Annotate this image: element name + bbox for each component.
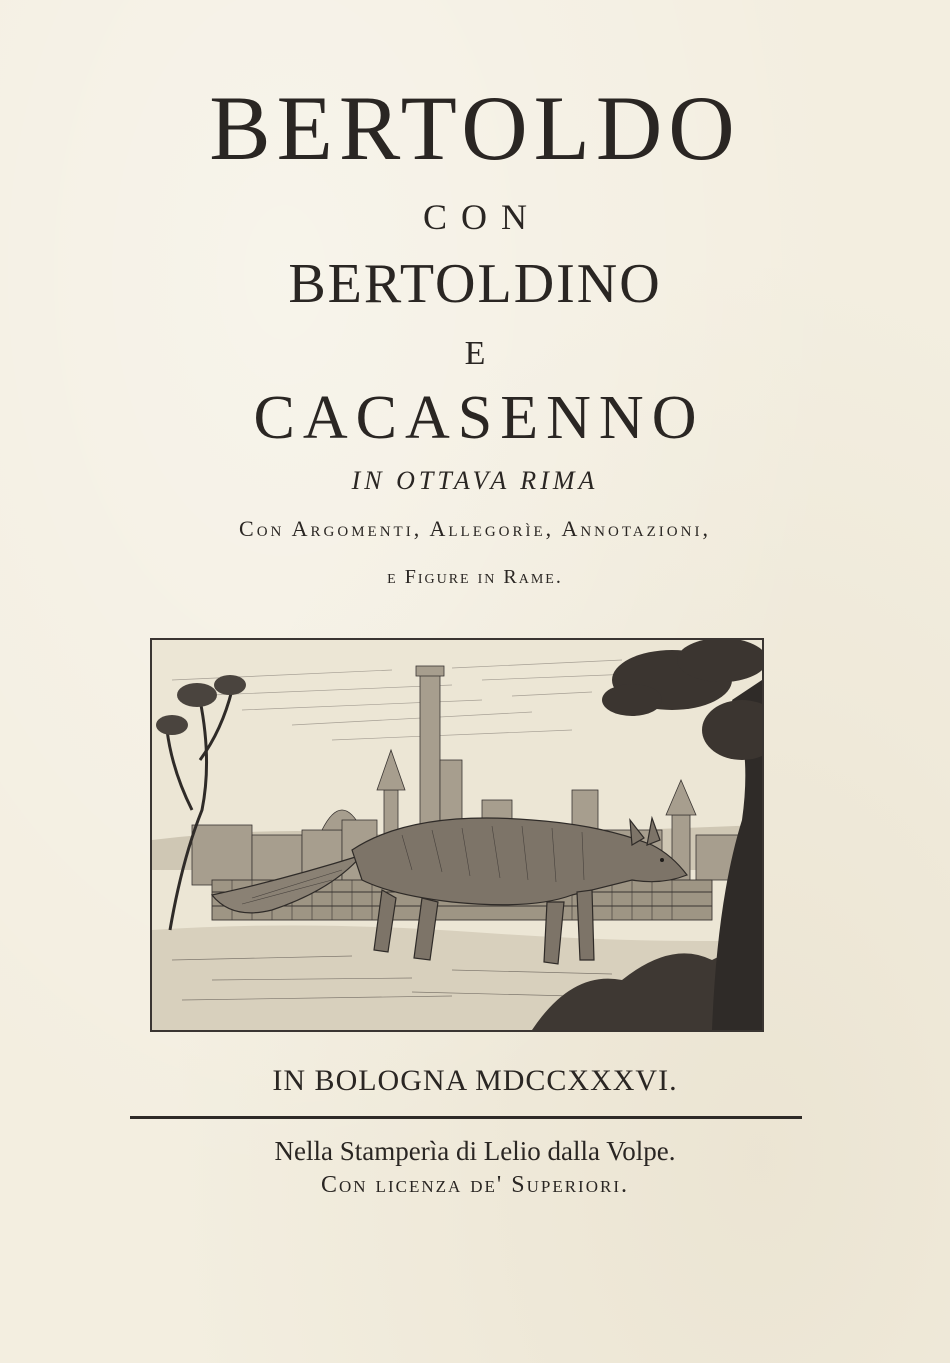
title-connector-con: CON bbox=[422, 197, 541, 237]
fox-engraving-illustration bbox=[150, 638, 764, 1032]
subtitle-contents: Con Argomenti, Allegorìe, Annotazioni, bbox=[239, 516, 711, 541]
book-title: BERTOLDO bbox=[209, 77, 741, 179]
printer-line: Nella Stamperìa di Lelio dalla Volpe. bbox=[274, 1136, 676, 1166]
book-title-second: BERTOLDINO bbox=[288, 253, 662, 315]
horizontal-rule bbox=[130, 1116, 802, 1119]
subtitle-figures: e Figure in Rame. bbox=[387, 566, 563, 588]
licence-line: Con licenza de' Superiori. bbox=[321, 1172, 629, 1198]
book-title-third: CACASENNO bbox=[253, 384, 705, 452]
title-connector-e: E bbox=[464, 335, 486, 372]
imprint-place-date: IN BOLOGNA MDCCXXXVI. bbox=[272, 1064, 678, 1097]
fox-engraving-svg bbox=[152, 640, 762, 1030]
subtitle-verse-form: IN OTTAVA RIMA bbox=[351, 466, 599, 495]
